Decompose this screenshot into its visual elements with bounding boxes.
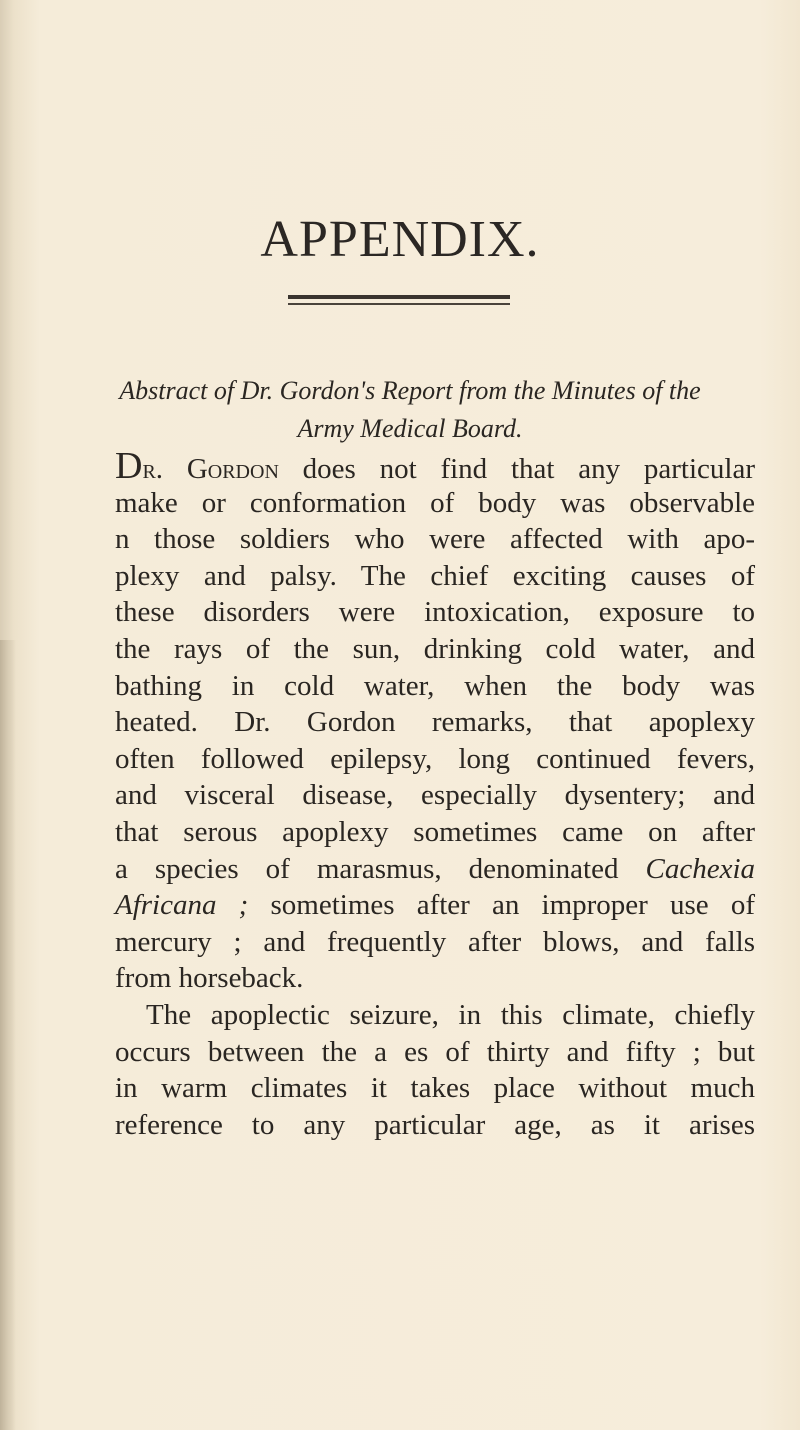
subtitle-line-2: Army Medical Board. (297, 414, 523, 443)
subtitle-line-1: Abstract of Dr. Gordon's Report from the Minutes of the (119, 376, 701, 405)
text-span: a species of marasmus, denominated (115, 852, 646, 885)
double-rule-divider (288, 295, 510, 306)
text-line: that serous apoplexy sometimes came on after (115, 815, 755, 848)
text-line: occurs between the a es of thirty and fifty ; but (115, 1035, 755, 1068)
section-subtitle (70, 372, 750, 448)
text-line: make or conformation of body was observable (115, 486, 755, 519)
text-line: the rays of the sun, drinking cold water, and (115, 632, 755, 665)
name-small-caps: r. Gordon (142, 453, 279, 485)
body-text (115, 445, 755, 1143)
rule-thin-line (288, 303, 510, 305)
text-line: from horseback. (115, 962, 304, 995)
text-span: sometimes after an improper use of (248, 889, 755, 922)
italic-term: Africana ; (115, 889, 249, 922)
text-line (115, 887, 755, 924)
text-line: in warm climates it takes place without much (115, 1072, 755, 1105)
text-line: heated. Dr. Gordon remarks, that apoplexy (115, 706, 755, 739)
text-span: does not find that any particular (278, 453, 755, 485)
text-line: these disorders were intoxication, exposure to (115, 596, 755, 629)
text-line: n those soldiers who were affected with apo- (115, 523, 755, 556)
text-line: and visceral disease, especially dysentery; and (115, 779, 755, 812)
drop-cap-initial: D (115, 445, 143, 487)
text-line: mercury ; and frequently after blows, and falls (115, 925, 755, 958)
text-line: bathing in cold water, when the body was (115, 669, 755, 702)
text-line (115, 445, 755, 487)
page-title: APPENDIX. (260, 211, 540, 268)
text-line (115, 851, 755, 888)
text-line: The apoplectic seizure, in this climate, chiefly (146, 998, 755, 1031)
text-line: plexy and palsy. The chief exciting causes of (115, 559, 755, 592)
binding-shadow (0, 640, 16, 1430)
text-line: often followed epilepsy, long continued fevers, (115, 742, 755, 775)
italic-term: Cachexia (645, 852, 755, 885)
rule-thick-line (288, 295, 510, 299)
text-line: reference to any particular age, as it arises (115, 1108, 755, 1141)
